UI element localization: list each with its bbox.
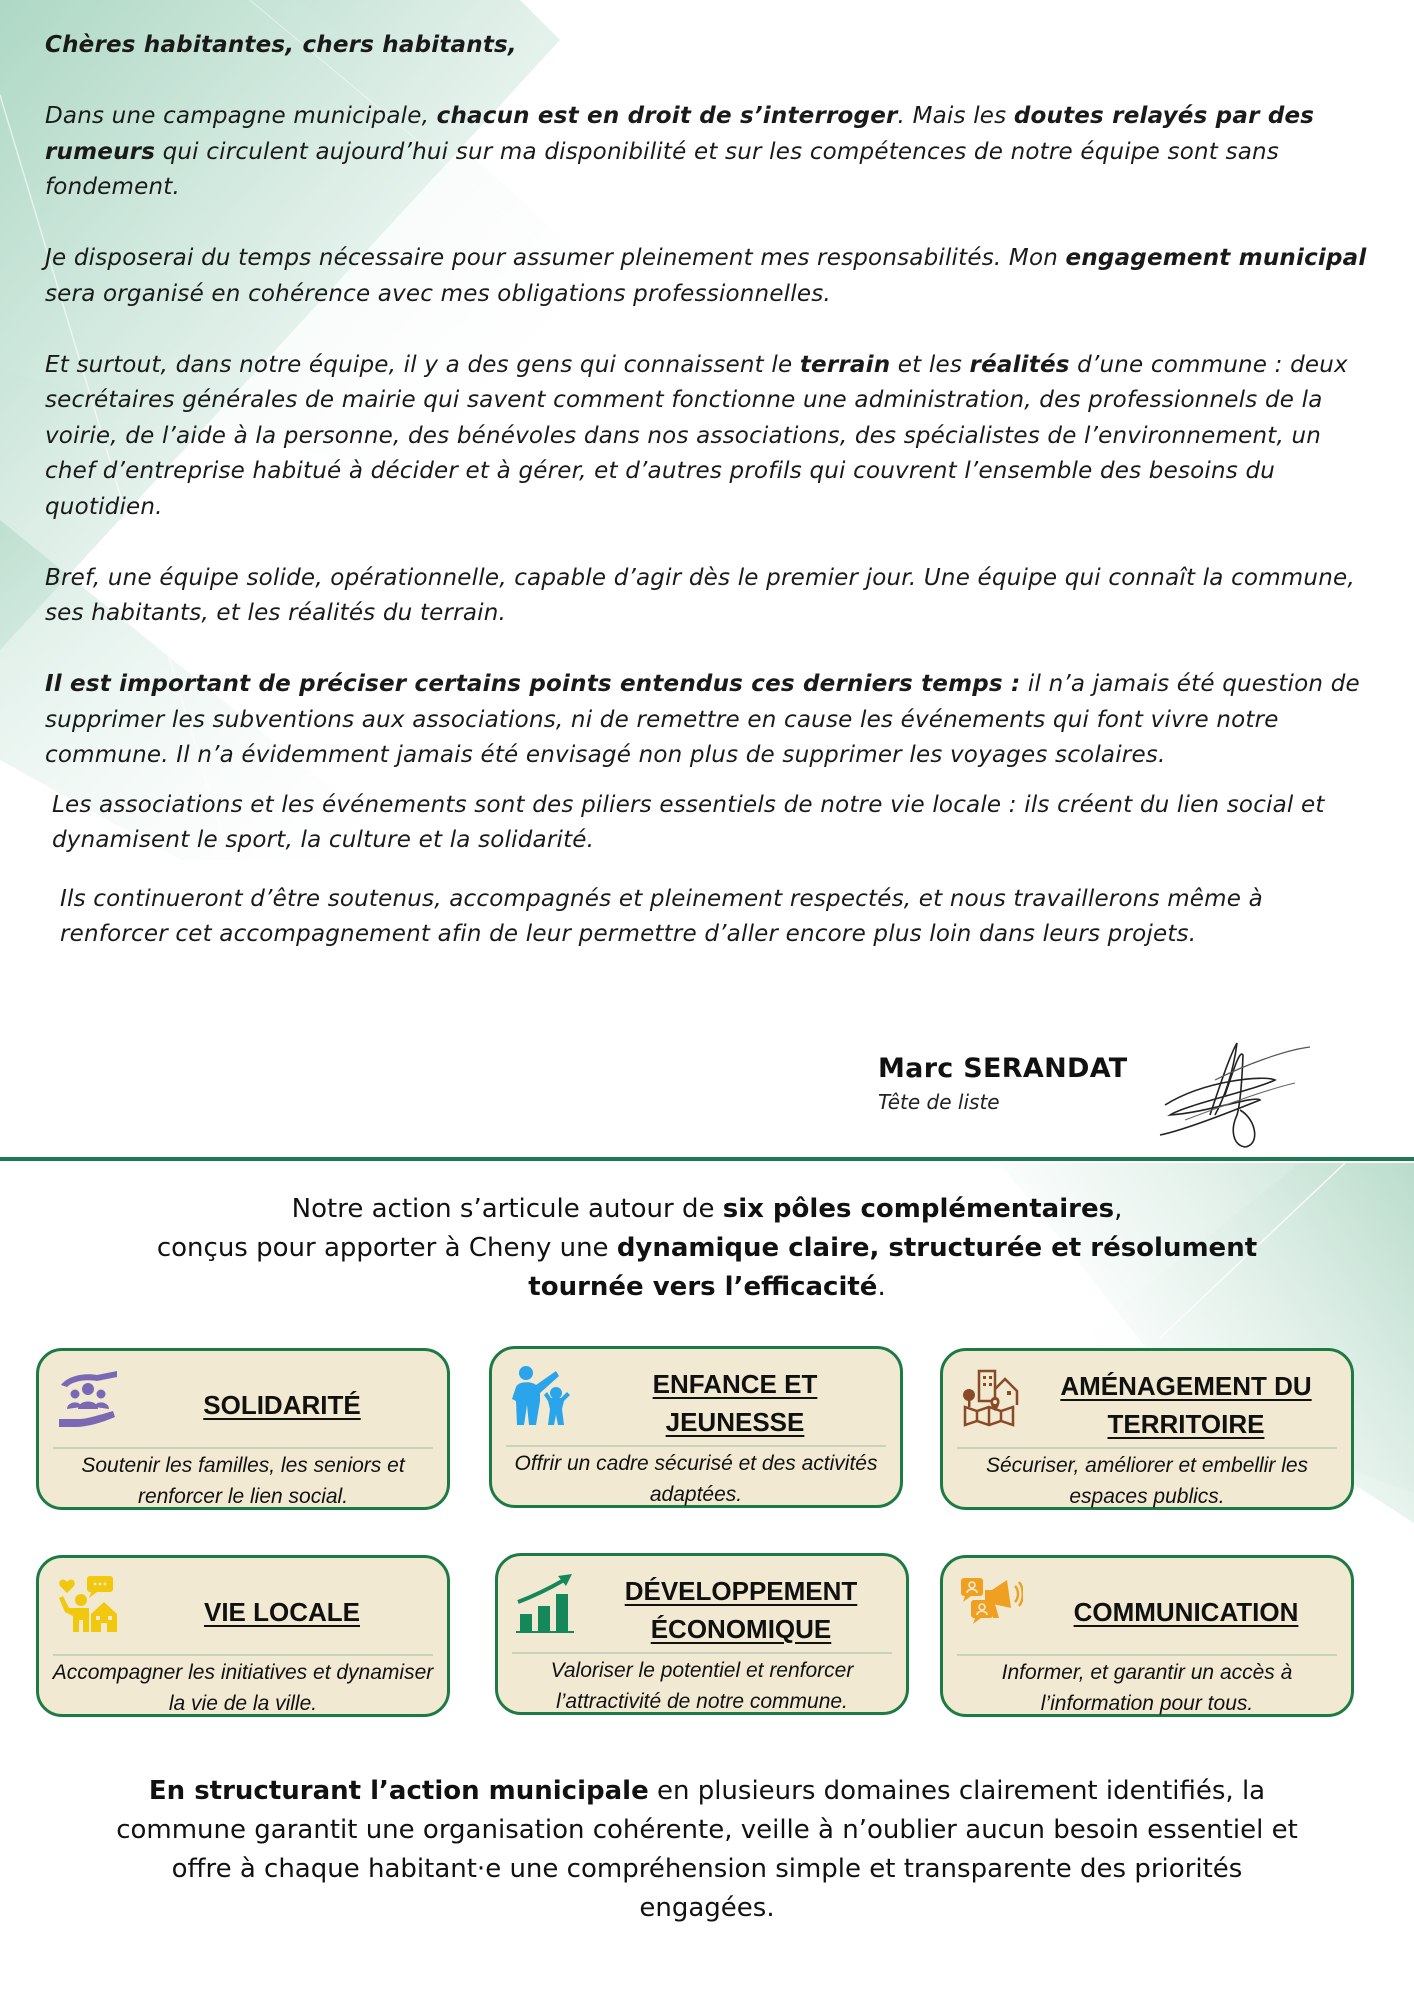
handwritten-signature: [1145, 1035, 1315, 1150]
card-separator: [957, 1447, 1337, 1449]
signatory-role: Tête de liste: [878, 1090, 1000, 1114]
paragraph-clarification: Il est important de préciser certains points entendus ces derniers temps : il n’a jamais été question de supprimer les subventions aux associations, ni de remettre en cause les événements qui font vivre notre commune. Il n’a évidemment jamais été envisagé non plus de supprimer les voyages scolaires.: [45, 671, 1360, 768]
pole-title: ENFANCE ET JEUNESSE: [652, 1369, 818, 1437]
pole-description: Accompagner les initiatives et dynamiser la vie de la ville.: [52, 1661, 434, 1715]
card-separator: [53, 1447, 433, 1449]
card-separator: [957, 1654, 1337, 1656]
children-icon: [510, 1365, 572, 1427]
emphasis: réalités: [969, 351, 1070, 378]
card-separator: [506, 1445, 886, 1447]
pole-description: Valoriser le potentiel et renforcer l’attractivité de notre commune.: [550, 1659, 854, 1713]
emphasis: chacun est en droit de s’interroger: [436, 103, 898, 129]
letter-greeting: Chères habitantes, chers habitants,: [45, 32, 517, 58]
pole-title: COMMUNICATION: [1073, 1597, 1299, 1627]
letter-body: [45, 28, 1375, 953]
emphasis: En structurant l’action municipale: [148, 1776, 649, 1806]
growth-chart-icon: [516, 1572, 578, 1634]
pole-card-developpement: [495, 1553, 909, 1715]
solidarity-hands-icon: [57, 1367, 119, 1429]
paragraph-availability: Je disposerai du temps nécessaire pour assumer pleinement mes responsabilités. Mon engagement municipal sera organisé en cohérence avec mes obligations professionnelles.: [45, 245, 1367, 307]
emphasis: doutes relayés par des rumeurs: [45, 103, 1315, 165]
local-life-icon: [57, 1574, 119, 1636]
pole-description: Soutenir les familles, les seniors et renforcer le lien social.: [81, 1454, 405, 1508]
pole-description: Sécuriser, améliorer et embellir les espaces publics.: [985, 1454, 1309, 1508]
emphasis: dynamique claire, structurée et résolument tournée vers l’efficacité: [528, 1233, 1258, 1302]
pole-title: SOLIDARITÉ: [203, 1390, 361, 1420]
card-separator: [512, 1652, 892, 1654]
pole-card-solidarite: [36, 1348, 450, 1510]
emphasis: six pôles complémentaires: [722, 1194, 1115, 1224]
paragraph-rumors: Dans une campagne municipale, chacun est en droit de s’interroger. Mais les doutes relayés par des rumeurs qui circulent aujourd’hui sur ma disponibilité et sur les compétences de notre équipe sont sans fondement.: [45, 103, 1315, 200]
pole-description: Offrir un cadre sécurisé et des activités adaptées.: [514, 1452, 878, 1506]
signatory-name: Marc SERANDAT: [878, 1053, 1128, 1084]
pole-title: DÉVELOPPEMENT ÉCONOMIQUE: [624, 1576, 858, 1644]
paragraph-team: Et surtout, dans notre équipe, il y a des gens qui connaissent le terrain et les réalités d’une commune : deux secrétaires générales de mairie qui savent comment fonctionne une administration, des professionnels de la voirie, de l’aide à la personne, des bénévoles dans nos associations, des spécialistes de l’environnement, un chef d’entreprise habitué à décider et à gérer, et d’autres profils qui couvrent l’ensemble des besoins du quotidien.: [45, 351, 1348, 520]
signature-block: [878, 1053, 1128, 1114]
card-separator: [53, 1654, 433, 1656]
emphasis: Il est important de préciser certains points entendus ces derniers temps :: [45, 671, 1021, 697]
emphasis: engagement municipal: [1065, 245, 1367, 271]
pole-title: AMÉNAGEMENT DU TERRITOIRE: [1060, 1371, 1312, 1439]
closing-statement: En structurant l’action municipale en plusieurs domaines clairement identifiés, la commune garantit une organisation cohérente, veille à n’oublier aucun besoin essentiel et offre à chaque habitant·e une compréhension simple et transparente des priorités engagées.: [116, 1776, 1298, 1923]
megaphone-icon: [961, 1574, 1023, 1636]
pole-card-communication: [940, 1555, 1354, 1717]
paragraph-commitment: Ils continueront d’être soutenus, accompagnés et pleinement respectés, et nous travaillerons même à renforcer cet accompagnement afin de leur permettre d’aller encore plus loin dans leurs projets.: [60, 885, 1263, 947]
pole-title: VIE LOCALE: [203, 1597, 360, 1627]
emphasis: terrain: [799, 351, 891, 378]
paragraph-summary: Bref, une équipe solide, opérationnelle, capable d’agir dès le premier jour. Une équipe qui connaît la commune, ses habitants, et les réalités du terrain.: [45, 564, 1355, 626]
pole-card-amenagement: [940, 1348, 1354, 1510]
section-divider: [0, 1157, 1414, 1161]
pole-description: Informer, et garantir un accès à l’information pour tous.: [1001, 1661, 1293, 1715]
urban-planning-icon: [961, 1367, 1023, 1429]
pole-card-enfance: [489, 1346, 903, 1508]
poles-intro: Notre action s’articule autour de six pôles complémentaires, conçus pour apporter à Cheny une dynamique claire, structurée et résolument tournée vers l’efficacité.: [156, 1194, 1258, 1302]
paragraph-associations: Les associations et les événements sont des piliers essentiels de notre vie locale : ils créent du lien social et dynamisent le sport, la culture et la solidarité.: [52, 791, 1325, 853]
pole-card-vie-locale: [36, 1555, 450, 1717]
